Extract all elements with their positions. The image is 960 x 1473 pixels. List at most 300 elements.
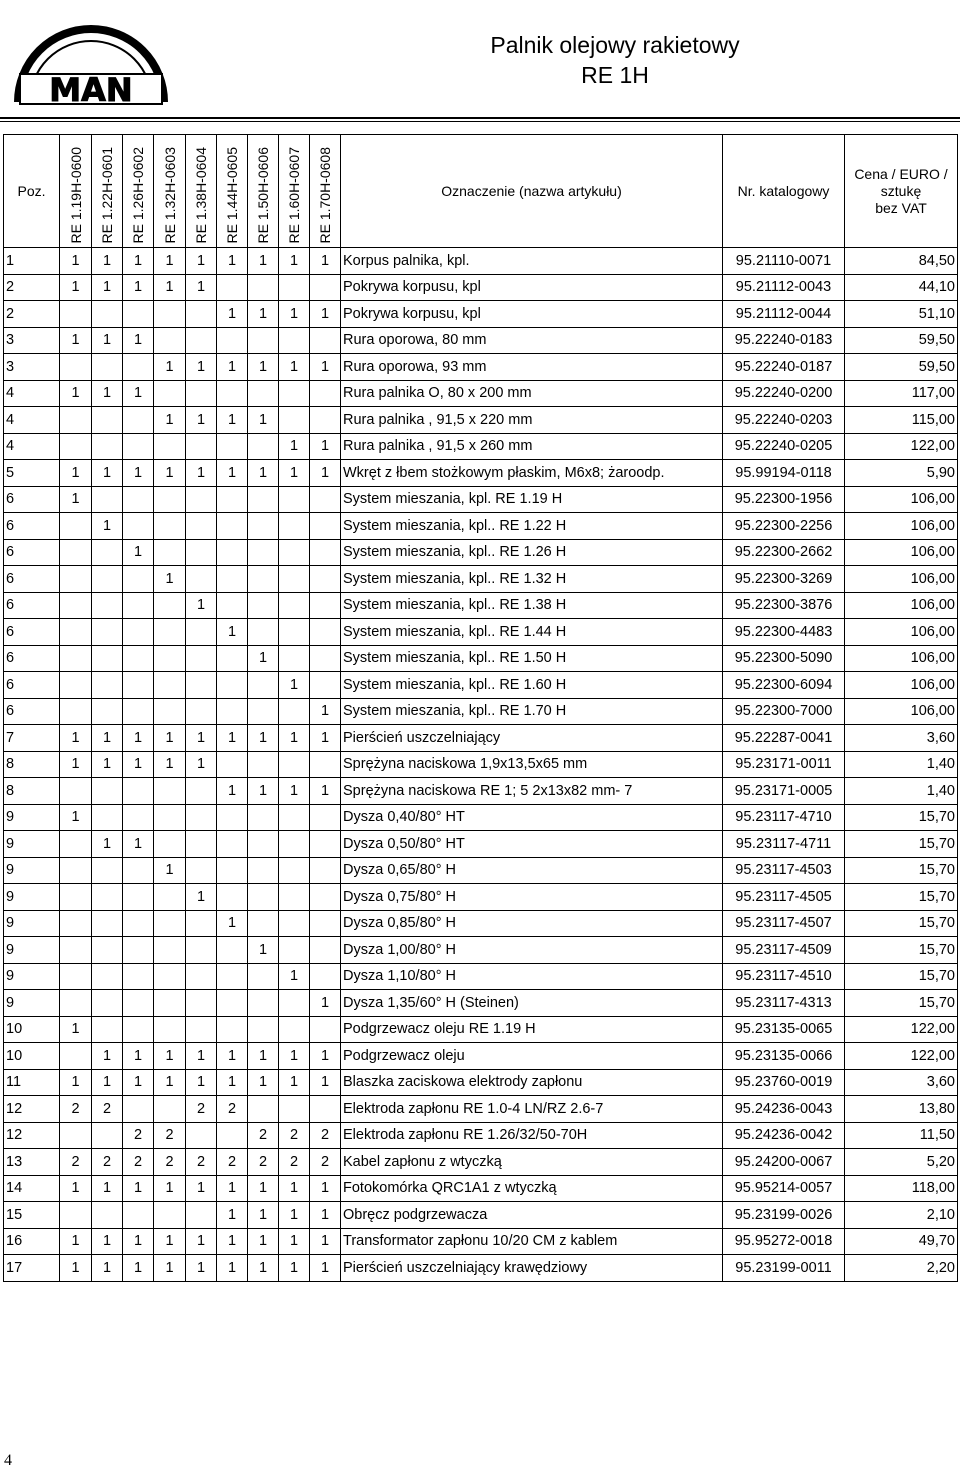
quantity-cell xyxy=(217,380,248,407)
catalog-number-cell: 95.23117-4503 xyxy=(723,857,845,884)
quantity-cell xyxy=(154,1202,186,1229)
quantity-cell xyxy=(154,486,186,513)
price-cell: 106,00 xyxy=(845,698,958,725)
quantity-cell: 1 xyxy=(310,248,341,275)
quantity-cell: 1 xyxy=(217,1069,248,1096)
quantity-cell: 1 xyxy=(310,1175,341,1202)
quantity-cell: 1 xyxy=(186,725,217,752)
description-cell: Pierścień uszczelniający xyxy=(341,725,723,752)
catalog-number-cell: 95.22240-0203 xyxy=(723,407,845,434)
price-cell: 122,00 xyxy=(845,1043,958,1070)
position-cell: 14 xyxy=(4,1175,60,1202)
catalog-number-cell: 95.23117-4510 xyxy=(723,963,845,990)
model-header: RE 1.19H-0600 xyxy=(60,135,92,248)
quantity-cell xyxy=(279,513,310,540)
model-header: RE 1.22H-0601 xyxy=(92,135,123,248)
quantity-cell xyxy=(279,1016,310,1043)
quantity-cell xyxy=(123,804,154,831)
quantity-cell xyxy=(154,645,186,672)
quantity-cell xyxy=(154,672,186,699)
position-cell: 10 xyxy=(4,1016,60,1043)
position-cell: 9 xyxy=(4,963,60,990)
catalog-number-header: Nr. katalogowy xyxy=(723,135,845,248)
quantity-cell: 1 xyxy=(279,778,310,805)
quantity-cell xyxy=(123,937,154,964)
quantity-cell: 1 xyxy=(279,963,310,990)
description-cell: Elektroda zapłonu RE 1.26/32/50-70H xyxy=(341,1122,723,1149)
quantity-cell xyxy=(123,354,154,381)
quantity-cell xyxy=(123,672,154,699)
quantity-cell xyxy=(310,937,341,964)
quantity-cell: 1 xyxy=(186,248,217,275)
quantity-cell xyxy=(60,672,92,699)
description-cell: Wkręt z łbem stożkowym płaskim, M6x8; żaroodp. xyxy=(341,460,723,487)
quantity-cell xyxy=(186,645,217,672)
catalog-number-cell: 95.24236-0042 xyxy=(723,1122,845,1149)
quantity-cell xyxy=(92,645,123,672)
quantity-cell xyxy=(248,433,279,460)
quantity-cell xyxy=(217,698,248,725)
quantity-cell xyxy=(310,513,341,540)
quantity-cell xyxy=(310,804,341,831)
quantity-cell xyxy=(217,857,248,884)
quantity-cell: 1 xyxy=(154,566,186,593)
quantity-cell xyxy=(154,513,186,540)
quantity-cell xyxy=(186,990,217,1017)
quantity-cell xyxy=(248,274,279,301)
description-cell: Rura palnika , 91,5 x 220 mm xyxy=(341,407,723,434)
price-cell: 106,00 xyxy=(845,513,958,540)
price-cell: 122,00 xyxy=(845,1016,958,1043)
quantity-cell: 1 xyxy=(248,1175,279,1202)
quantity-cell xyxy=(279,566,310,593)
quantity-cell: 2 xyxy=(310,1149,341,1176)
model-header: RE 1.32H-0603 xyxy=(154,135,186,248)
quantity-cell xyxy=(60,857,92,884)
table-row xyxy=(4,248,958,275)
quantity-cell: 1 xyxy=(186,751,217,778)
quantity-cell xyxy=(92,619,123,646)
catalog-number-cell: 95.23117-4313 xyxy=(723,990,845,1017)
quantity-cell: 1 xyxy=(248,407,279,434)
quantity-cell: 1 xyxy=(123,539,154,566)
quantity-cell xyxy=(186,1122,217,1149)
quantity-cell xyxy=(310,751,341,778)
price-cell: 15,70 xyxy=(845,831,958,858)
quantity-cell: 1 xyxy=(60,327,92,354)
quantity-cell xyxy=(217,433,248,460)
quantity-cell xyxy=(186,857,217,884)
quantity-cell xyxy=(123,566,154,593)
quantity-cell: 1 xyxy=(154,274,186,301)
catalog-number-cell: 95.21112-0044 xyxy=(723,301,845,328)
quantity-cell: 1 xyxy=(154,460,186,487)
description-cell: Dysza 1,10/80° H xyxy=(341,963,723,990)
quantity-cell: 1 xyxy=(217,248,248,275)
description-cell: Dysza 0,85/80° H xyxy=(341,910,723,937)
quantity-cell xyxy=(123,301,154,328)
price-cell: 106,00 xyxy=(845,486,958,513)
description-cell: Elektroda zapłonu RE 1.0-4 LN/RZ 2.6-7 xyxy=(341,1096,723,1123)
quantity-cell: 2 xyxy=(123,1122,154,1149)
quantity-cell xyxy=(248,1016,279,1043)
model-header: RE 1.26H-0602 xyxy=(123,135,154,248)
quantity-cell: 1 xyxy=(92,274,123,301)
quantity-cell: 1 xyxy=(154,407,186,434)
quantity-cell xyxy=(92,566,123,593)
quantity-cell xyxy=(248,672,279,699)
table-row xyxy=(4,513,958,540)
quantity-cell xyxy=(123,884,154,911)
quantity-cell: 1 xyxy=(217,725,248,752)
table-row xyxy=(4,725,958,752)
price-cell: 15,70 xyxy=(845,963,958,990)
position-cell: 1 xyxy=(4,248,60,275)
table-row xyxy=(4,1202,958,1229)
quantity-cell: 1 xyxy=(123,380,154,407)
quantity-cell xyxy=(92,778,123,805)
price-cell: 106,00 xyxy=(845,592,958,619)
catalog-number-cell: 95.24236-0043 xyxy=(723,1096,845,1123)
quantity-cell xyxy=(60,698,92,725)
catalog-number-cell: 95.22240-0200 xyxy=(723,380,845,407)
catalog-number-cell: 95.23117-4507 xyxy=(723,910,845,937)
description-cell: Dysza 0,65/80° H xyxy=(341,857,723,884)
quantity-cell xyxy=(310,486,341,513)
price-cell: 5,20 xyxy=(845,1149,958,1176)
quantity-cell: 1 xyxy=(123,751,154,778)
quantity-cell: 1 xyxy=(217,1228,248,1255)
quantity-cell: 1 xyxy=(60,274,92,301)
quantity-cell: 1 xyxy=(60,804,92,831)
position-cell: 6 xyxy=(4,539,60,566)
quantity-cell xyxy=(217,566,248,593)
quantity-cell xyxy=(279,804,310,831)
quantity-cell: 1 xyxy=(186,884,217,911)
position-cell: 9 xyxy=(4,831,60,858)
description-cell: Kabel zapłonu z wtyczką xyxy=(341,1149,723,1176)
table-row xyxy=(4,619,958,646)
catalog-number-cell: 95.95272-0018 xyxy=(723,1228,845,1255)
description-cell: Blaszka zaciskowa elektrody zapłonu xyxy=(341,1069,723,1096)
quantity-cell xyxy=(248,327,279,354)
quantity-cell: 1 xyxy=(217,1202,248,1229)
quantity-cell: 1 xyxy=(92,1255,123,1282)
catalog-number-cell: 95.22300-3269 xyxy=(723,566,845,593)
quantity-cell xyxy=(248,884,279,911)
table-row xyxy=(4,380,958,407)
quantity-cell xyxy=(186,327,217,354)
quantity-cell xyxy=(186,1202,217,1229)
quantity-cell xyxy=(60,433,92,460)
quantity-cell xyxy=(186,1016,217,1043)
quantity-cell xyxy=(154,698,186,725)
catalog-number-cell: 95.22300-1956 xyxy=(723,486,845,513)
quantity-cell: 1 xyxy=(217,778,248,805)
position-cell: 3 xyxy=(4,327,60,354)
quantity-cell xyxy=(217,804,248,831)
quantity-cell: 1 xyxy=(310,1255,341,1282)
quantity-cell xyxy=(92,433,123,460)
table-row xyxy=(4,804,958,831)
quantity-cell xyxy=(310,327,341,354)
quantity-cell: 1 xyxy=(279,1255,310,1282)
price-cell: 3,60 xyxy=(845,1069,958,1096)
quantity-cell xyxy=(186,910,217,937)
quantity-cell xyxy=(310,672,341,699)
quantity-cell: 1 xyxy=(92,248,123,275)
quantity-cell xyxy=(60,619,92,646)
catalog-number-cell: 95.23117-4509 xyxy=(723,937,845,964)
quantity-cell xyxy=(154,990,186,1017)
quantity-cell: 2 xyxy=(154,1122,186,1149)
quantity-cell xyxy=(310,1096,341,1123)
quantity-cell: 2 xyxy=(310,1122,341,1149)
position-cell: 12 xyxy=(4,1096,60,1123)
quantity-cell xyxy=(123,407,154,434)
quantity-cell xyxy=(92,486,123,513)
description-cell: System mieszania, kpl.. RE 1.60 H xyxy=(341,672,723,699)
price-cell: 49,70 xyxy=(845,1228,958,1255)
quantity-cell xyxy=(248,751,279,778)
quantity-cell: 1 xyxy=(123,327,154,354)
description-cell: Pokrywa korpusu, kpl xyxy=(341,301,723,328)
quantity-cell: 1 xyxy=(279,433,310,460)
model-header: RE 1.44H-0605 xyxy=(217,135,248,248)
quantity-cell xyxy=(154,804,186,831)
table-row xyxy=(4,433,958,460)
catalog-number-cell: 95.22240-0205 xyxy=(723,433,845,460)
quantity-cell xyxy=(60,884,92,911)
catalog-number-cell: 95.23199-0026 xyxy=(723,1202,845,1229)
table-row xyxy=(4,274,958,301)
price-cell: 44,10 xyxy=(845,274,958,301)
quantity-cell xyxy=(123,698,154,725)
quantity-cell xyxy=(217,751,248,778)
table-row xyxy=(4,566,958,593)
quantity-cell xyxy=(279,857,310,884)
quantity-cell xyxy=(154,327,186,354)
description-cell: Rura palnika O, 80 x 200 mm xyxy=(341,380,723,407)
table-row xyxy=(4,672,958,699)
quantity-cell: 1 xyxy=(92,1228,123,1255)
quantity-cell: 1 xyxy=(123,1255,154,1282)
price-cell: 2,10 xyxy=(845,1202,958,1229)
quantity-cell xyxy=(154,963,186,990)
quantity-cell: 1 xyxy=(92,1175,123,1202)
table-row xyxy=(4,990,958,1017)
quantity-cell xyxy=(248,619,279,646)
catalog-number-cell: 95.22300-2662 xyxy=(723,539,845,566)
quantity-cell xyxy=(186,831,217,858)
table-row xyxy=(4,301,958,328)
quantity-cell: 1 xyxy=(60,486,92,513)
quantity-cell: 1 xyxy=(123,460,154,487)
quantity-cell: 1 xyxy=(310,698,341,725)
table-row xyxy=(4,831,958,858)
table-row xyxy=(4,1016,958,1043)
quantity-cell: 1 xyxy=(217,407,248,434)
quantity-cell xyxy=(279,751,310,778)
quantity-cell xyxy=(310,910,341,937)
table-row xyxy=(4,645,958,672)
quantity-cell: 1 xyxy=(279,672,310,699)
table-header-row xyxy=(4,135,958,248)
quantity-cell: 1 xyxy=(92,1043,123,1070)
quantity-cell: 1 xyxy=(186,1043,217,1070)
catalog-number-cell: 95.23117-4505 xyxy=(723,884,845,911)
quantity-cell xyxy=(123,486,154,513)
price-cell: 106,00 xyxy=(845,539,958,566)
quantity-cell xyxy=(248,566,279,593)
catalog-number-cell: 95.21112-0043 xyxy=(723,274,845,301)
quantity-cell: 1 xyxy=(154,1043,186,1070)
catalog-number-cell: 95.23117-4711 xyxy=(723,831,845,858)
quantity-cell xyxy=(60,778,92,805)
quantity-cell xyxy=(123,1096,154,1123)
price-cell: 106,00 xyxy=(845,619,958,646)
quantity-cell xyxy=(279,407,310,434)
quantity-cell xyxy=(186,513,217,540)
quantity-cell xyxy=(248,486,279,513)
quantity-cell: 1 xyxy=(248,1228,279,1255)
catalog-number-cell: 95.24200-0067 xyxy=(723,1149,845,1176)
quantity-cell: 2 xyxy=(279,1149,310,1176)
quantity-cell xyxy=(60,1202,92,1229)
position-cell: 10 xyxy=(4,1043,60,1070)
quantity-cell xyxy=(186,937,217,964)
quantity-cell xyxy=(186,619,217,646)
model-header: RE 1.60H-0607 xyxy=(279,135,310,248)
position-cell: 6 xyxy=(4,592,60,619)
table-row xyxy=(4,910,958,937)
quantity-cell xyxy=(310,884,341,911)
quantity-cell: 1 xyxy=(279,1202,310,1229)
table-row xyxy=(4,1096,958,1123)
quantity-cell xyxy=(310,857,341,884)
quantity-cell xyxy=(154,619,186,646)
position-cell: 9 xyxy=(4,884,60,911)
quantity-cell: 1 xyxy=(310,1228,341,1255)
position-cell: 6 xyxy=(4,645,60,672)
quantity-cell xyxy=(60,1043,92,1070)
table-row xyxy=(4,963,958,990)
quantity-cell xyxy=(92,857,123,884)
description-cell: Rura palnika , 91,5 x 260 mm xyxy=(341,433,723,460)
position-cell: 4 xyxy=(4,407,60,434)
price-cell: 15,70 xyxy=(845,937,958,964)
quantity-cell xyxy=(123,1016,154,1043)
quantity-cell: 1 xyxy=(217,910,248,937)
quantity-cell: 1 xyxy=(310,301,341,328)
quantity-cell: 1 xyxy=(154,1175,186,1202)
quantity-cell: 1 xyxy=(186,407,217,434)
description-header: Oznaczenie (nazwa artykułu) xyxy=(341,135,723,248)
description-cell: System mieszania, kpl. RE 1.19 H xyxy=(341,486,723,513)
description-cell: Fotokomórka QRC1A1 z wtyczką xyxy=(341,1175,723,1202)
quantity-cell xyxy=(217,539,248,566)
quantity-cell xyxy=(217,672,248,699)
quantity-cell: 1 xyxy=(92,751,123,778)
description-cell: Dysza 1,00/80° H xyxy=(341,937,723,964)
quantity-cell: 1 xyxy=(248,1255,279,1282)
quantity-cell: 2 xyxy=(92,1096,123,1123)
description-cell: System mieszania, kpl.. RE 1.50 H xyxy=(341,645,723,672)
price-cell: 106,00 xyxy=(845,645,958,672)
quantity-cell: 1 xyxy=(92,327,123,354)
quantity-cell xyxy=(186,778,217,805)
quantity-cell xyxy=(154,778,186,805)
price-cell: 59,50 xyxy=(845,354,958,381)
quantity-cell: 1 xyxy=(154,354,186,381)
quantity-cell: 1 xyxy=(60,1069,92,1096)
quantity-cell: 2 xyxy=(60,1096,92,1123)
quantity-cell: 1 xyxy=(60,460,92,487)
quantity-cell: 1 xyxy=(310,1202,341,1229)
quantity-cell xyxy=(123,778,154,805)
table-row xyxy=(4,698,958,725)
quantity-cell xyxy=(186,566,217,593)
quantity-cell: 1 xyxy=(154,248,186,275)
position-cell: 8 xyxy=(4,778,60,805)
catalog-number-cell: 95.23760-0019 xyxy=(723,1069,845,1096)
quantity-cell: 1 xyxy=(248,1202,279,1229)
position-cell: 12 xyxy=(4,1122,60,1149)
quantity-cell: 1 xyxy=(154,857,186,884)
quantity-cell: 2 xyxy=(92,1149,123,1176)
quantity-cell xyxy=(92,672,123,699)
table-row xyxy=(4,1122,958,1149)
quantity-cell xyxy=(60,645,92,672)
position-cell: 8 xyxy=(4,751,60,778)
quantity-cell xyxy=(248,963,279,990)
quantity-cell xyxy=(92,1202,123,1229)
quantity-cell: 1 xyxy=(279,354,310,381)
position-cell: 5 xyxy=(4,460,60,487)
position-cell: 6 xyxy=(4,672,60,699)
quantity-cell xyxy=(186,539,217,566)
price-cell: 59,50 xyxy=(845,327,958,354)
position-cell: 11 xyxy=(4,1069,60,1096)
quantity-cell xyxy=(92,407,123,434)
catalog-number-cell: 95.22240-0183 xyxy=(723,327,845,354)
quantity-cell xyxy=(186,672,217,699)
quantity-cell xyxy=(248,592,279,619)
position-cell: 6 xyxy=(4,566,60,593)
table-row xyxy=(4,539,958,566)
quantity-cell: 1 xyxy=(60,1175,92,1202)
price-cell: 11,50 xyxy=(845,1122,958,1149)
quantity-cell xyxy=(186,301,217,328)
description-cell: Dysza 0,75/80° H xyxy=(341,884,723,911)
quantity-cell xyxy=(60,1122,92,1149)
table-row xyxy=(4,1175,958,1202)
quantity-cell xyxy=(123,990,154,1017)
quantity-cell: 2 xyxy=(217,1149,248,1176)
quantity-cell xyxy=(123,857,154,884)
page-number: 4 xyxy=(4,1452,12,1469)
position-cell: 6 xyxy=(4,619,60,646)
position-cell: 17 xyxy=(4,1255,60,1282)
quantity-cell xyxy=(310,592,341,619)
price-cell: 118,00 xyxy=(845,1175,958,1202)
price-cell: 15,70 xyxy=(845,804,958,831)
quantity-cell xyxy=(60,963,92,990)
quantity-cell xyxy=(123,513,154,540)
quantity-cell: 2 xyxy=(186,1096,217,1123)
quantity-cell xyxy=(123,1202,154,1229)
quantity-cell: 1 xyxy=(123,1043,154,1070)
